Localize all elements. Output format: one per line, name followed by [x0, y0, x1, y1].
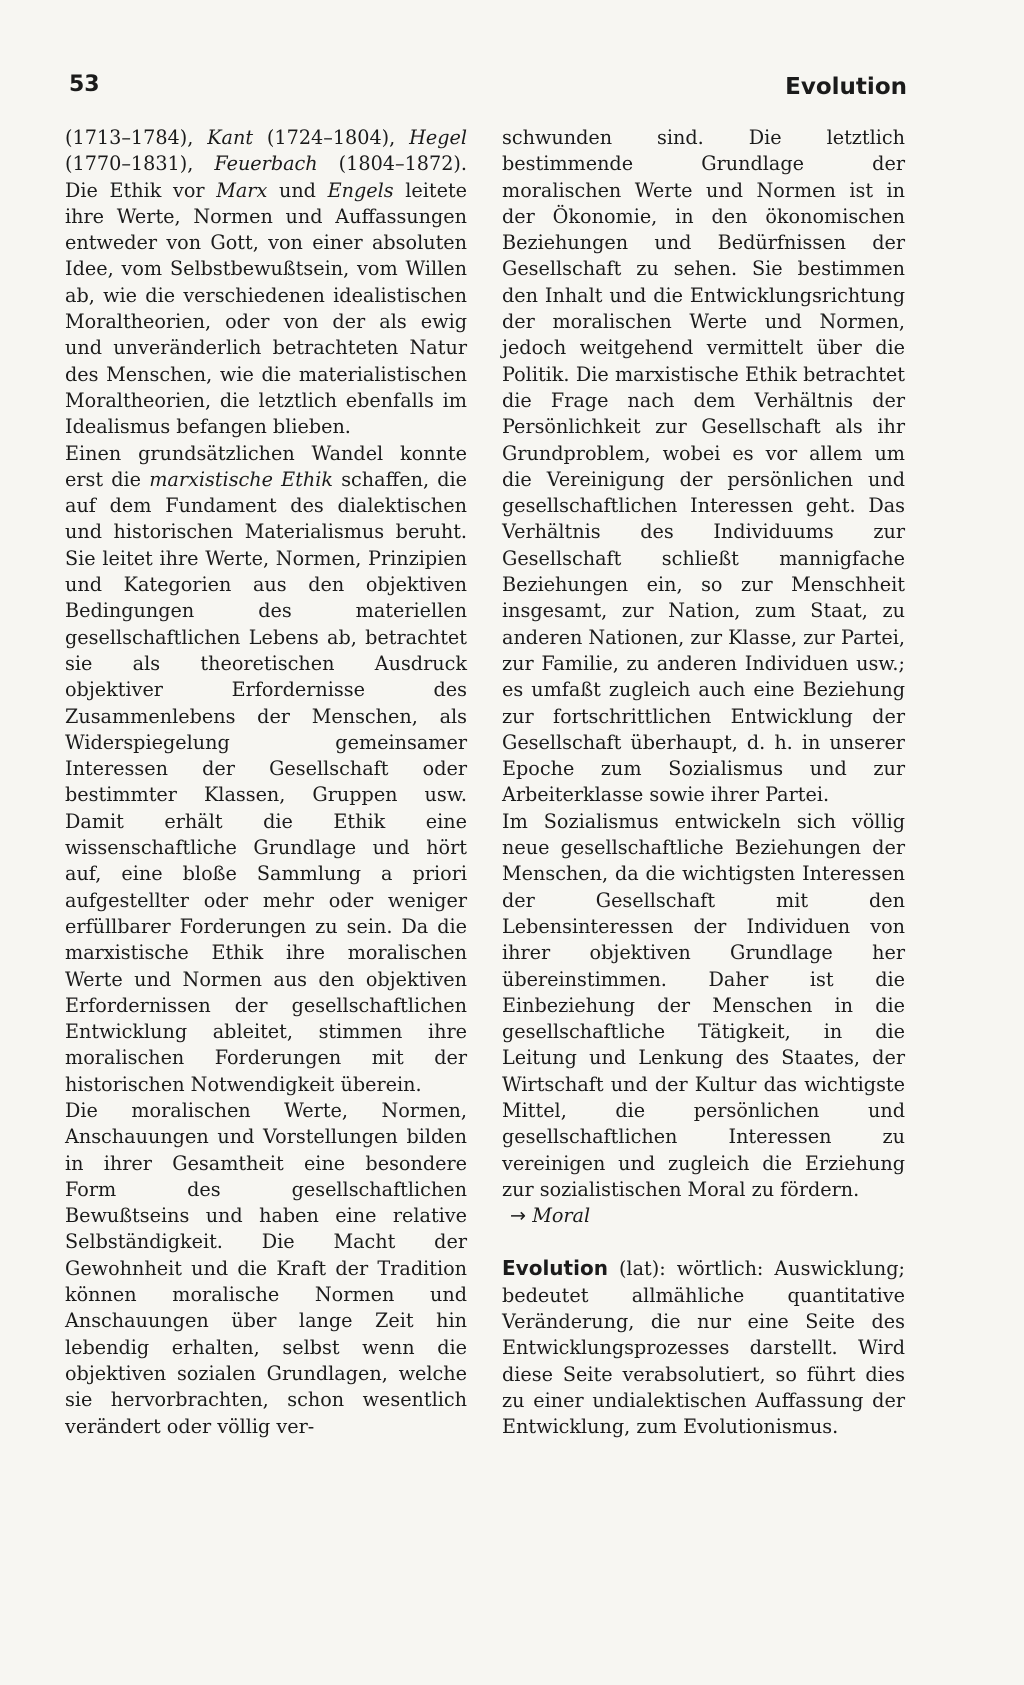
paragraph: Einen grundsätzlichen Wandel konnte erst die marxistische Ethik schaffen, die auf dem Fundament des dialektischen und historischen Materialismus beruht. Sie leitet ihre Werte, Normen, Prinzipien und Kategorien aus den objektiven Bedingungen des materiellen gesellschaftlichen Lebens ab, betrachtet sie als theoretischen Ausdruck objektiver Erfordernisse des Zusammenlebens der Menschen, als Widerspiegelung gemeinsamer Interessen der Gesellschaft oder bestimmter Klassen, Gruppen usw. Damit erhält die Ethik eine wissenschaftliche Grundlage und hört auf, eine bloße Sammlung a priori aufgestellter oder mehr oder weniger erfüllbarer Forderungen zu sein. Da die marxistische Ethik ihre moralischen Werte und Normen aus den objektiven Erfordernissen der gesellschaftlichen Entwicklung ableitet, stimmen ihre moralischen Forderungen mit der historischen Notwendigkeit überein.	[65, 441, 468, 1096]
paragraph: schwunden sind. Die letztlich bestimmende Grundlage der moralischen Werte und Normen ist in der Ökonomie, in den ökonomischen Beziehungen und Bedürfnissen der Gesellschaft zu sehen. Sie bestimmen den Inhalt und die Entwicklungsrichtung der moralischen Werte und Normen, jedoch weitgehend vermittelt über die Politik. Die marxistische Ethik betrachtet die Frage nach dem Verhältnis der Persönlichkeit zur Gesellschaft als ihr Grundproblem, wobei es vor allem um die Vereinigung der persönlichen und gesellschaftlichen Interessen geht. Das Verhältnis des Individuums zur Gesellschaft schließt mannigfache Beziehungen ein, so zur Menschheit insgesamt, zur Nation, zum Staat, zu anderen Nationen, zur Klasse, zur Partei, zur Familie, zu anderen Individuen usw.; es umfaßt zugleich auch eine Beziehung zur fortschrittlichen Entwicklung der Gesellschaft überhaupt, d. h. in unserer Epoche zum Sozialismus und zur Arbeiterklasse sowie ihrer Partei.	[502, 126, 905, 807]
page-number: 53	[69, 72, 100, 97]
name-kant: Kant	[207, 126, 254, 149]
paragraph: Die moralischen Werte, Normen, Anschauungen und Vorstellungen bilden in ihrer Gesamtheit eine besondere Form des gesellschaftlichen Bewußtseins und haben eine relative Selbständigkeit. Die Macht der Gewohnheit und die Kraft der Tradition können moralische Normen und Anschauungen über lange Zeit hin lebendig erhalten, selbst wenn die objektiven sozialen Grundlagen, welche sie hervorbrachten, schon wesentlich verändert oder völlig ver-	[65, 1098, 467, 1438]
name-marx: Marx	[216, 178, 268, 202]
right-column	[502, 125, 905, 1441]
arrow-icon: →	[510, 1204, 527, 1228]
paragraph: (1713–1784), Kant (1724–1804), Hegel (1770–1831), Feuerbach (1804–1872). Die Ethik vor Marx und Engels leitete ihre Werte, Normen und Auffassungen entweder von Gott, von einer absoluten Idee, vom Selbstbewußtsein, vom Willen ab, wie die verschiedenen idealistischen Moraltheorien, oder von der als ewig und unveränderlich betrachteten Natur des Menschen, wie die materialistischen Moraltheorien, die letztlich ebenfalls im Idealismus befangen blieben.	[65, 126, 468, 439]
entry-term: Evolution	[502, 1256, 608, 1281]
cross-reference[interactable]	[502, 1203, 905, 1229]
dictionary-entry	[502, 1255, 905, 1440]
paragraph: Im Sozialismus entwickeln sich völlig neue gesellschaftliche Beziehungen der Menschen, da die wichtigsten Interessen der Gesellschaft mit den Lebensinteressen der Individuen von ihrer objektiven Grundlage her übereinstimmen. Daher ist die Einbeziehung der Menschen in die gesellschaftliche Tätigkeit, in die Leitung und Lenkung des Staates, der Wirtschaft und der Kultur das wichtigste Mittel, die persönlichen und gesellschaftlichen Interessen zu vereinigen und zugleich die Erziehung zur sozialistischen Moral zu fördern.	[502, 809, 905, 1201]
running-head: Evolution	[785, 74, 907, 100]
name-feuerbach: Feuerbach	[214, 152, 318, 176]
term-marxistische-ethik: marxistische Ethik	[149, 467, 334, 491]
cross-reference-target[interactable]: Moral	[532, 1204, 591, 1228]
left-column	[65, 125, 467, 1440]
entry-origin: (lat):	[607, 1257, 677, 1281]
entry-text: wörtlich: Auswicklung; bedeutet allmähliche quantitative Veränderung, die nur eine Seite des Entwicklungsprozesses darstellt. Wird diese Seite verabsolutiert, so führt dies zu einer undialektischen Auffassung der Entwicklung, zum Evolutionismus.	[502, 1257, 905, 1439]
name-hegel: Hegel	[409, 126, 467, 149]
name-engels: Engels	[327, 178, 394, 202]
